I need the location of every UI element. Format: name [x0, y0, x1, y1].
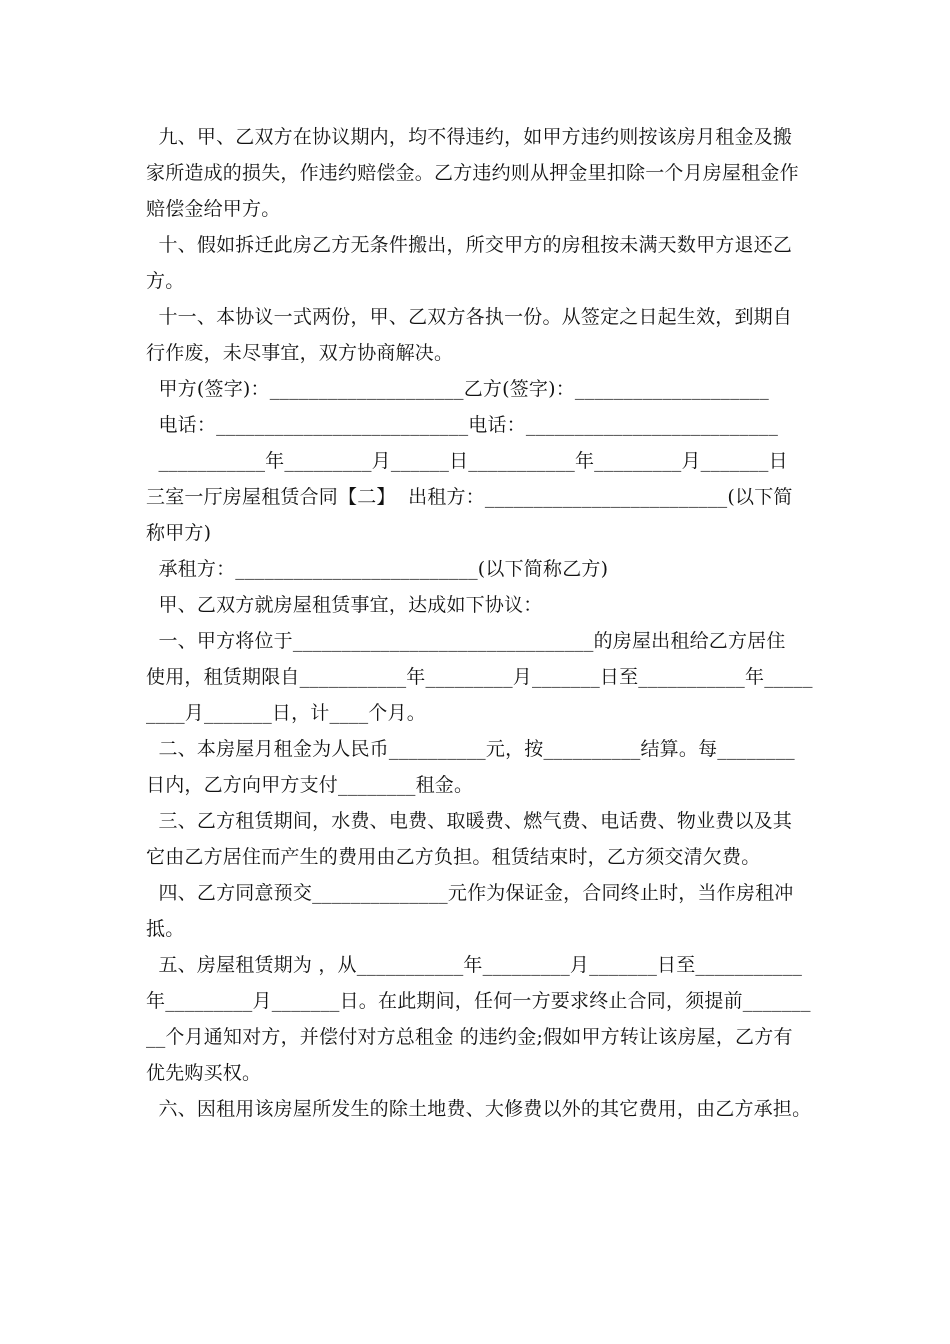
text-line: 抵。	[146, 918, 185, 940]
text-line: 一、甲方将位于_______________________________的房屋出租给乙方居住	[146, 630, 786, 652]
text-line: 二、本房屋月租金为人民币__________元，按__________结算。每________	[146, 738, 795, 760]
text-line: 年_________月_______日。在此期间，任何一方要求终止合同，须提前_______	[146, 990, 811, 1012]
text-line: 承租方：_________________________(以下简称乙方)	[146, 558, 609, 580]
text-line: __个月通知对方，并偿付对方总租金 的违约金;假如甲方转让该房屋，乙方有	[146, 1026, 793, 1048]
text-line: 甲、乙双方就房屋租赁事宜，达成如下协议：	[146, 594, 543, 616]
text-line: 行作废，未尽事宜，双方协商解决。	[146, 342, 454, 364]
contract-title-line: 三室一厅房屋租赁合同【二】 出租方：_________________________(以下简	[146, 486, 793, 508]
text-line: 日内，乙方向甲方支付________租金。	[146, 774, 474, 796]
text-line: 六、因租用该房屋所发生的除土地费、大修费以外的其它费用，由乙方承担。	[146, 1098, 812, 1120]
text-line: 它由乙方居住而产生的费用由乙方负担。租赁结束时，乙方须交清欠费。	[146, 846, 761, 868]
signature-line-date: ___________年_________月______日___________年_________月_______日	[146, 450, 788, 472]
text-line: 赔偿金给甲方。	[146, 198, 281, 220]
text-line: 使用，租赁期限自___________年_________月_______日至___________年_____	[146, 666, 813, 688]
signature-line-parties: 甲方(签字)：____________________乙方(签字)：____________________	[146, 378, 769, 400]
text-line: 方。	[146, 270, 185, 292]
text-line: 优先购买权。	[146, 1062, 262, 1084]
text-line: 家所造成的损失，作违约赔偿金。乙方违约则从押金里扣除一个月房屋租金作	[146, 162, 799, 184]
text-line: 十、假如拆迁此房乙方无条件搬出，所交甲方的房租按未满天数甲方退还乙	[146, 234, 793, 256]
text-line: 五、房屋租赁期为 ，从___________年_________月_______日至___________	[146, 954, 803, 976]
text-line: 四、乙方同意预交______________元作为保证金，合同终止时，当作房租冲	[146, 882, 794, 904]
text-line: 三、乙方租赁期间，水费、电费、取暖费、燃气费、电话费、物业费以及其	[146, 810, 793, 832]
text-line: 称甲方)	[146, 522, 212, 544]
text-line: 十一、本协议一式两份，甲、乙双方各执一份。从签定之日起生效，到期自	[146, 306, 793, 328]
text-line: 九、甲、乙双方在协议期内，均不得违约，如甲方违约则按该房月租金及搬	[146, 126, 793, 148]
text-line: ____月_______日，计____个月。	[146, 702, 426, 724]
signature-line-phone: 电话：__________________________电话：__________________________	[146, 414, 779, 436]
